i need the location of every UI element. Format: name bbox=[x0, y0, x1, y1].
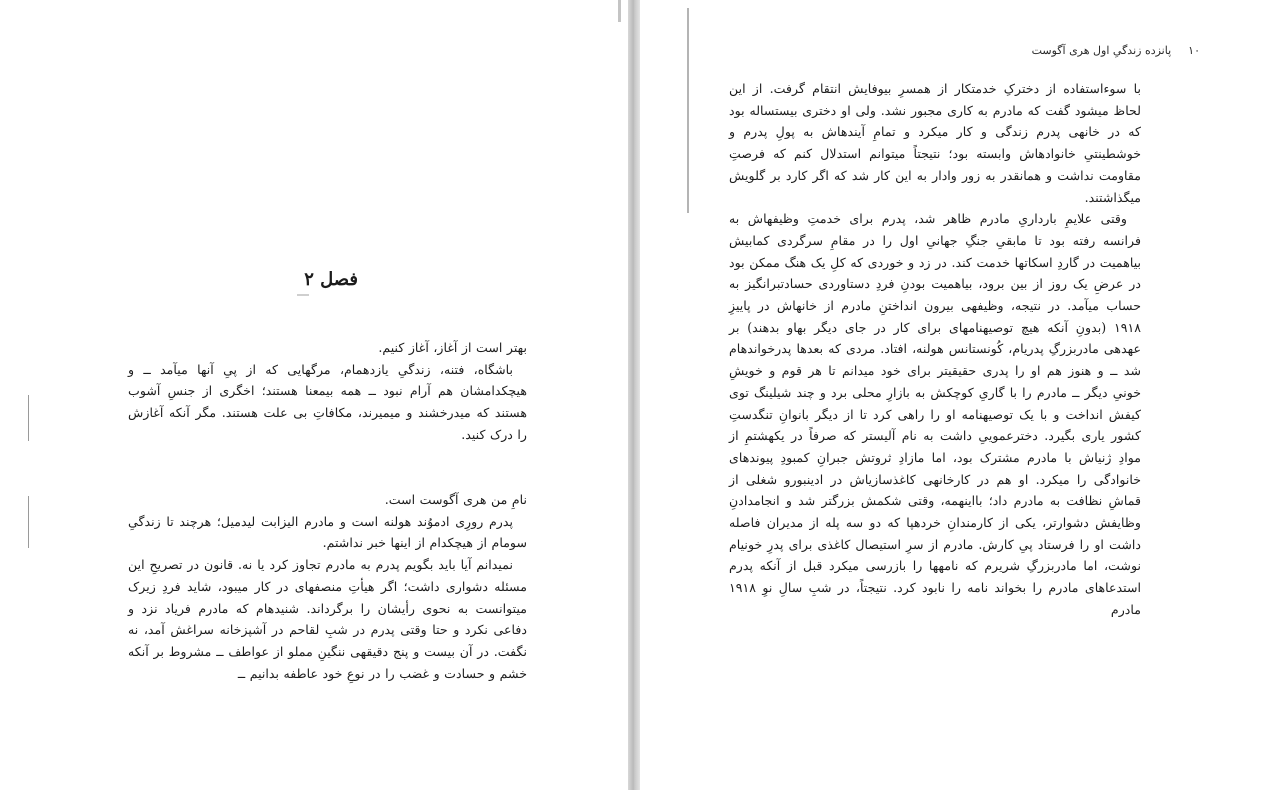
chapter-title: فصل ۲ bbox=[304, 269, 358, 290]
scan-mark-left-2 bbox=[28, 496, 29, 548]
left-text-block-1 bbox=[128, 337, 527, 446]
right-page bbox=[640, 0, 1266, 790]
paragraph: پدرم رورِی ادموُند هولنه است و مادرم الیزابت لیدمیل؛ هرچند تا زندگیِ سومام از هیچکدام از اینها خبر نداشتم. bbox=[128, 513, 527, 551]
book-title-header: پانزده زندگیِ اول هری آگوست bbox=[1031, 44, 1172, 57]
paragraph: باشگاه، فتنه، زندگیِ یازدهمام، مرگهایی که از پیِ آنها میآمد ــ و هیچکدامشان هم آرام نبود ــ همه بیمعنا هستند؛ اخگری از جنسِ آشوب هستند که میدرخشند و میمیرند، مکافاتِ بی علت هستند. مگر آنکه آغازش را درک کنید. bbox=[128, 361, 527, 442]
scan-mark-top bbox=[618, 0, 621, 22]
scan-mark-right bbox=[687, 8, 689, 213]
paragraph: بهتر است از آغاز، آغاز کنیم. bbox=[378, 340, 527, 355]
left-page bbox=[0, 0, 628, 790]
scan-mark-speck bbox=[297, 294, 309, 296]
running-header bbox=[956, 43, 1200, 59]
paragraph: نامِ من هری آگوست است. bbox=[384, 492, 527, 507]
scan-mark-left-1 bbox=[28, 395, 29, 441]
paragraph: با سوءاستفاده از دخترکِ خدمتکار از همسرِ بیوفایش انتقام گرفت. از این لحاظ میشود گفت که مادرم به کاری مجبور نشد. ولی او دختری بیستساله بود که در خانهی پدرم زندگی و کار میکرد و تمامِ آیندهاش به پولِ پدرم و خوشطینتیِ خانوادهاش وابسته بود؛ نتیجتاً میتوانم استدلال کنم که فرصتِ مقاومت نداشت و همانقدر به زور وادار به این کار شد که اگر کارد بر گلویش میگذاشتند. bbox=[729, 81, 1141, 205]
paragraph: وقتی علایمِ بارداریِ مادرم ظاهر شد، پدرم برای خدمتِ وظیفهاش به فرانسه رفته بود تا مابقیِ جنگِ جهانیِ اول را در مقامِ سرگردی کمابیش بیاهمیت در گاردِ اسکاتها خدمت کند. در زد و خوردی که کلِ یک هنگ ممکن بود در عرضِ یک روز از بین برود، بیاهمیت بودنِ فردِ دستاوردی حسادتبرانگیز به حساب میآمد. در نتیجه، وظیفهی بیرون انداختنِ مادرم از خانهاش در پاییزِ ۱۹۱۸ (بدونِ آنکه هیچ توصیهنامهای برای کار در جای دیگر بهاو بدهند) بر عهدهی مادربزرگِ پدریام، کُونستانس هولنه، افتاد. مردی که بعدها پدرخواندهام شد ــ و هنوز هم او را پدری حقیقیتر برای خود میدانم تا هر قوم و خویشِ خونیِ دیگر ــ مادرم را با گاریِ کوچکش به بازارِ محلی برد و چند شیلینگ توی کیفش انداخت و با یک توصیهنامه او را راهی کرد تا از دیگر بانوانِ تنگدستِ کشور یاری بگیرد. دخترعموییِ داشت به نام آلیستر که صرفاً در یکهشتمِ از موادِ ژنیاش با مادرم مشترک بود، اما مازادِ ثروتش جبرانِ کمبودِ پیوندهای خانوادگی را میکرد. او هم در کارخانهی کاغذسازیاش در ادینبورو شغلی از قماشِ نظافت به مادرم داد؛ بااینهمه، وقتی شکمش بزرگتر شد و انجامدادنِ وظایفش دشوارتر، یکی از کارمندانِ خردهپا که دو سه پله از مدیران فاصله داشت او را فرستاد پیِ کارش. مادرم از سرِ استیصال کاغذی برای پدرِ خونیام نوشت، اما مادربزرگِ شریرم که نامهها را بازرسی میکرد قبل از آنکه پدرم استدعاهای مادرم را بخواند نامه را نابود کرد. نتیجتاً، در شبِ سالِ نوِ ۱۹۱۸ مادرم bbox=[729, 211, 1141, 617]
paragraph: نمیدانم آیا باید بگویم پدرم به مادرم تجاوز کرد یا نه. قانون در تصریحِ این مسئله دشواری داشت؛ اگر هیأتِ منصفهای در کار میبود، شاید فردِ زیرک میتوانست به نحوی رأیشان را برگرداند. شنیدهام که مادرم فریاد نزد و دفاعی نکرد و حتا وقتی پدرم در شبِ لقاحم در آشپزخانه سراغش آمد، نه نگفت. در آن بیست و پنج دقیقهی ننگینِ مملو از عواطف ــ مشروط بر آنکه خشم و حسادت و غضب را در نوعِ خود عاطفه بدانیم ــ bbox=[128, 557, 527, 681]
page-number: ۱۰ bbox=[1188, 44, 1200, 57]
page-gutter bbox=[628, 0, 640, 790]
right-text-block bbox=[729, 78, 1141, 621]
left-text-block-2 bbox=[128, 489, 527, 684]
